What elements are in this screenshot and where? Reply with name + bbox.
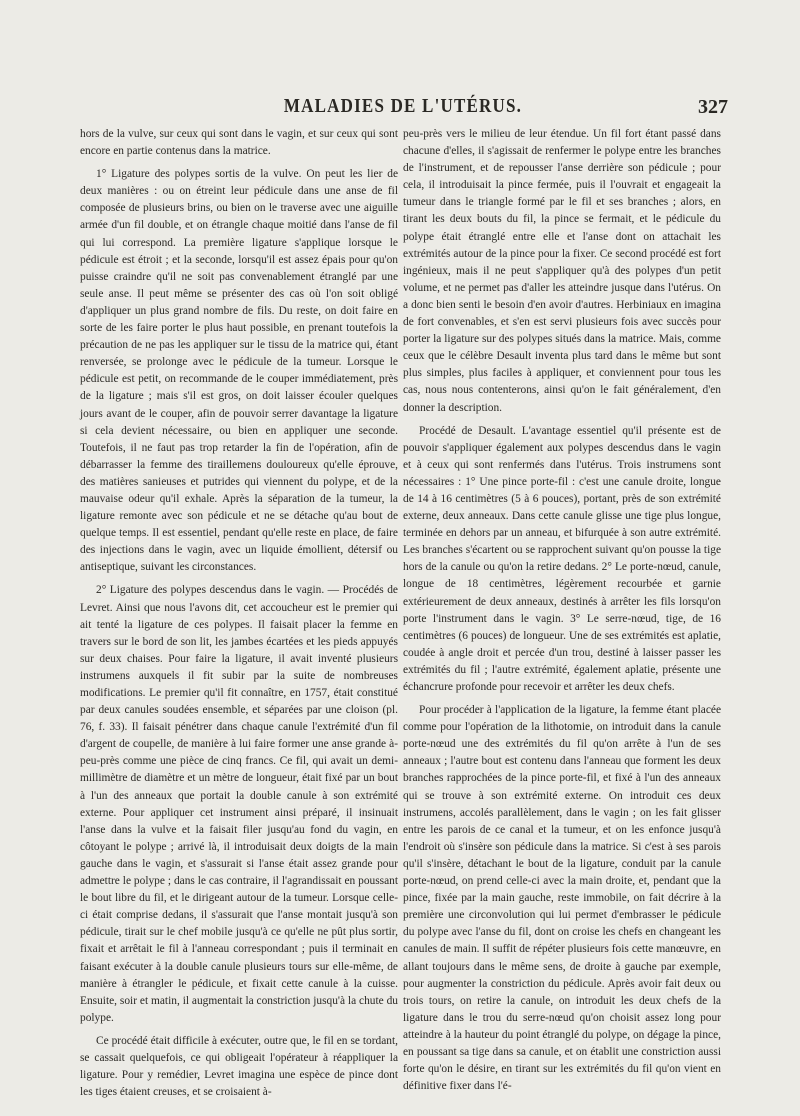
paragraph: Procédé de Desault. L'avantage essentiel qu'il présente est de pouvoir s'appliquer également aux polypes descendus dans le vagin et à ceux qui sont renfermés dans l'utérus. Trois instrumens sont nécessaires : 1° Une pince porte-fil : c'est une canule droite, longue de 14 à 16 centimètres (5 à 6 pouces), portant, près de son extrémité externe, deux anneaux. Dans cette canule glisse une tige plus longue, terminée en dehors par un anneau, et bifurquée à son autre extrémité. Les branches s'écartent ou se rapprochent suivant qu'on pousse la tige hors de la canule ou qu'on la retire dedans. 2° Le porte-nœud, canule, longue de 18 centimètres, légèrement recourbée et garnie extérieurement de deux anneaux, destinés à arrêter les fils lorsqu'on porte l'instrument dans le vagin. 3° Le serre-nœud, tige, de 16 centimètres (6 pouces) de longueur. Une de ses extrémités est aplatie, coudée à angle droit et percée d'un trou, destiné à laisser passer les extrémités du fil ; l'autre extrémité, également aplatie, présente une échancrure profonde pour recevoir et arrêter les deux chefs. (403, 424, 721, 693)
left-column (80, 126, 398, 1107)
paragraph: hors de la vulve, sur ceux qui sont dans le vagin, et sur ceux qui sont encore en partie contenus dans la matrice. (80, 128, 398, 158)
paragraph: 2° Ligature des polypes descendus dans le vagin. — Procédés de Levret. Ainsi que nous l'avons dit, cet accoucheur est le premier qui ait tenté la ligature de ces polypes. Il faisait placer la femme en travers sur le bord de son lit, les jambes écartées et les pieds appuyés sur deux chaises. Pour faire la ligature, il avait inventé plusieurs instrumens auxquels il fit subir par la suite de nombreuses modifications. Le premier qu'il fit connaître, en 1757, était constitué par deux canules soudées ensemble, et séparées par une cloison (pl. 76, f. 33). Il faisait pénétrer dans chaque canule l'extrémité d'un fil d'argent de coupelle, de manière à lui faire former une anse grande à-peu-près comme une pièce de cinq francs. Ce fil, qui avait un demi-millimètre de diamètre et un mètre de longueur, était fixé par un bout à l'un des anneaux que portait la double canule à son extrémité externe. Pour appliquer cet instrument ainsi préparé, il insinuait l'anse dans la vulve et la faisait filer jusqu'au fond du vagin, en côtoyant le polype ; arrivé là, il introduisait deux doigts de la main gauche dans le vagin, et s'assurait si l'anse était assez grande pour admettre le polype ; dans le cas contraire, il l'agrandissait en poussant le bout libre du fil, et le dirigeant autour de la tumeur. Lorsque celle-ci était comprise dedans, il s'assurait que l'anse montait jusqu'à son pédicule, tirait sur le chef mobile jusqu'à ce qu'elle ne pût plus sortir, fixait et arrêtait le fil à l'anneau correspondant ; puis il terminait en faisant exécuter à la double canule plusieurs tours sur elle-même, de manière à étrangler le pédicule, et fixait cette canule à la cuisse. Ensuite, soir et matin, il augmentait la constriction jusqu'à la chute du polype. (80, 584, 398, 1024)
paragraph: Ce procédé était difficile à exécuter, outre que, le fil en se tordant, se cassait quelquefois, ce qui obligeait l'opérateur à réappliquer la ligature. Pour y remédier, Levret imagina une espèce de pince dont les tiges étaient creuses, et se croisaient à- (80, 1034, 398, 1099)
paragraph: 1° Ligature des polypes sortis de la vulve. On peut les lier de deux manières : ou on étreint leur pédicule dans une anse de fil composée de plusieurs brins, ou bien on le traverse avec une aiguille armée d'un fil double, et on étrangle chaque moitié dans l'anse de fil qui lui correspond. La première ligature s'applique lorsque le pédicule est étroit ; et la seconde, lorsqu'il est assez épais pour qu'on puisse craindre qu'il ne soit pas convenablement étranglé par une seule anse. Il peut même se présenter des cas où l'on soit obligé d'appliquer un plus grand nombre de fils. Du reste, on doit faire en sorte de les faire porter le plus haut possible, en prenant toutefois la précaution de ne pas les appliquer sur le tissu de la matrice qui, étant renversée, se prolonge avec le pédicule de la tumeur. Lorsque le pédicule est petit, on recommande de le couper immédiatement, près de la ligature ; mais s'il est gros, on doit laisser écouler quelques jours avant de le couper, afin de pouvoir serrer davantage la ligature si cela devient nécessaire, ou bien en appliquer une seconde. Toutefois, il ne faut pas trop retarder la fin de l'opération, afin de débarrasser la femme des tiraillemens douloureux qu'elle éprouve, des matières sanieuses et putrides qui viennent du polype, et de la mauvaise odeur qu'il exhale. Après la séparation de la tumeur, la ligature remonte avec son pédicule et ne se détache qu'au bout de quelque temps. Il est essentiel, pendant qu'elle reste en place, de faire des injections dans le vagin, avec un liquide émollient, détersif ou antiseptique, suivant les circonstances. (80, 168, 398, 574)
page-number: 327 (698, 96, 728, 118)
paragraph: Pour procéder à l'application de la ligature, la femme étant placée comme pour l'opération de la lithotomie, on introduit dans la canule porte-nœud une des extrémités du fil qu'on arrête à l'un de ses anneaux ; l'autre bout est contenu dans l'anneau que forment les deux branches rapprochées de la pince porte-fil, et fixé à l'un des anneaux qui se trouve à son extrémité externe. On introduit ces deux instrumens, accolés parallèlement, dans le vagin ; on les fait glisser entre les parois de ce canal et la tumeur, et on les enfonce jusqu'à l'endroit où s'insère son pédicule dans la matrice. Si c'est à ses parois qu'il s'insère, détachant le bout de la ligature, conduit par la canule porte-nœud, on prend celle-ci avec la main droite, et, pendant que la pince, fixée par la main gauche, reste immobile, on fait décrire à la première une circonvolution qui lui permet d'embrasser le pédicule du polype avec l'anse du fil, dont on croise les chefs en changeant les canules de main. Il suffit de répéter plusieurs fois cette manœuvre, en allant toujours dans le même sens, de droite à gauche par exemple, pour augmenter la constriction du pédicule. Après avoir fait deux ou trois tours, on retire la canule, on introduit les deux chefs de la ligature dans le trou du serre-nœud qu'on choisit assez long pour atteindre à la hauteur du point étranglé du polype, on dégage la pince, en poussant sa tige dans sa canule, et on établit une constriction aussi forte qu'on le désire, en tirant sur les extrémités du fil qu'on vient en définitive fixer dans l'é- (403, 704, 721, 1093)
page-title: MALADIES DE L'UTÉRUS. (283, 94, 523, 117)
running-header (78, 96, 728, 122)
right-column (403, 126, 721, 1101)
paragraph: peu-près vers le milieu de leur étendue. Un fil fort étant passé dans chacune d'elles, il s'agissait de renfermer le polype entre les branches de l'instrument, et de repousser l'anse derrière son pédicule ; pour cela, il introduisait la pince fermée, puis il l'ouvrait et engageait la tumeur dans le triangle formé par le fil et ses branches ; alors, en tirant les deux bouts du fil, la pince se fermait, et le pédicule du polype était étranglé entre elle et l'anse dont on attachait les extrémités autour de la pince pour la fixer. Ce second procédé est fort ingénieux, mais il ne peut s'appliquer qu'à des polypes d'un petit volume, et ne permet pas d'aller les atteindre jusque dans l'utérus. On a donc bien senti le besoin d'en avoir d'autres. Herbiniaux en imagina de fort convenables, et s'en est servi plusieurs fois avec succès pour porter la ligature sur des polypes situés dans la matrice. Mais, comme ceux que le célèbre Desault inventa plus tard dans le même but sont plus simples, plus faciles à appliquer, et conviennent pour tous les cas, nous nous contenterons, ainsi qu'on le fait généralement, d'en donner la description. (403, 128, 721, 414)
